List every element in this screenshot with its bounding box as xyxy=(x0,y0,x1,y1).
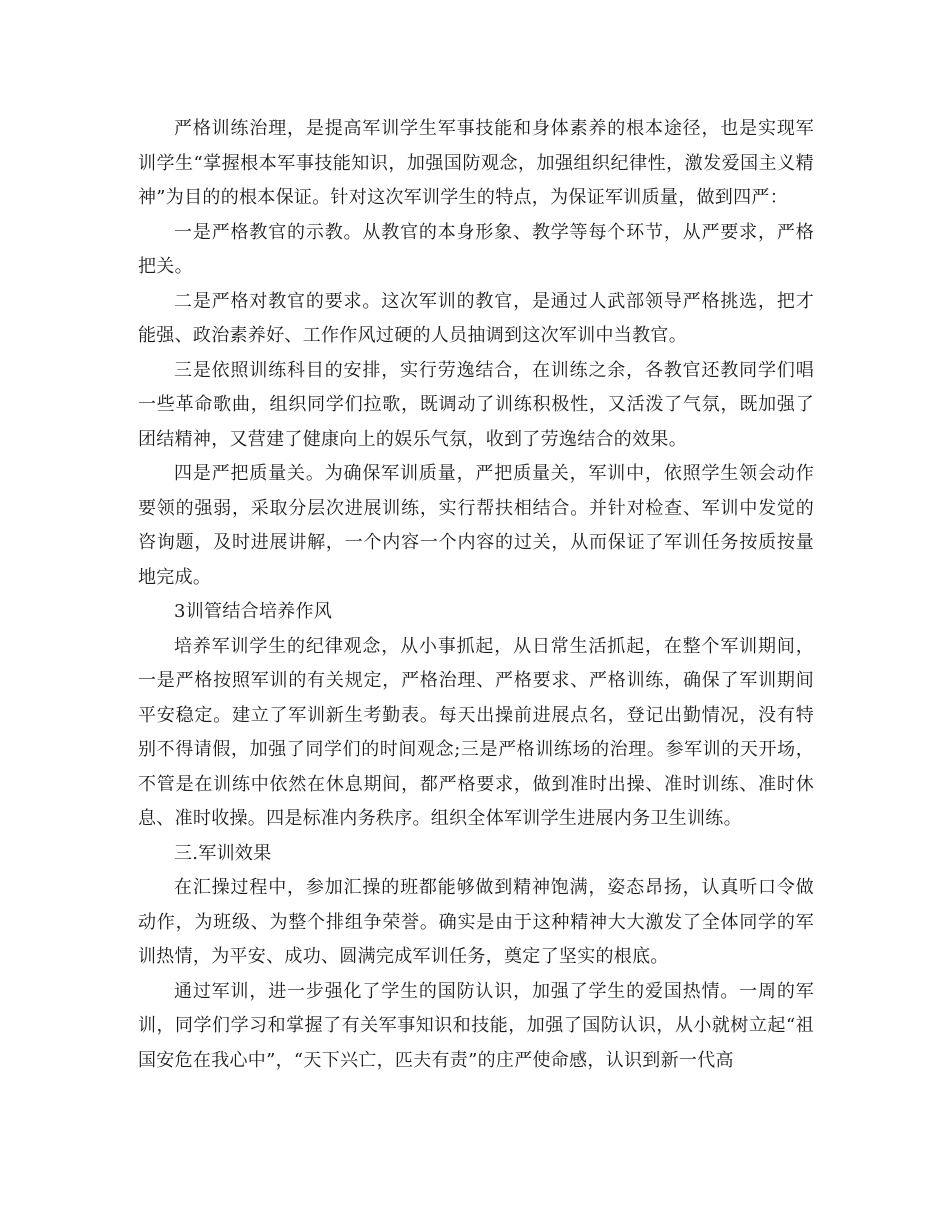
section-heading-training-results: 三.军训效果 xyxy=(174,842,272,864)
document-body xyxy=(138,112,814,1078)
paragraph-national-defense-awareness: 通过军训，进一步强化了学生的国防认识，加强了学生的爱国热情。一周的军训，同学们学习和掌握了有关军事知识和技能，加强了国防认识，从小就树立起“祖国安危在我心中”，“天下兴亡，匹夫有责”的庄严使命感，认识到新一代高 xyxy=(138,980,814,1071)
section-heading-training-style: 3训管结合培养作风 xyxy=(174,601,333,622)
paragraph-work-rest-balance: 三是依照训练科目的安排，实行劳逸结合，在训练之余，各教官还教同学们唱一些革命歌曲，组织同学们拉歌，既调动了训练积极性，又活泼了气氛，既加强了团结精神，又营建了健康向上的娱乐气氛，收到了劳逸结合的效果。 xyxy=(138,359,814,450)
paragraph-drill-performance: 在汇操过程中，参加汇操的班都能够做到精神饱满，姿态昂扬，认真听口令做动作，为班级、为整个排组争荣誉。确实是由于这种精神大大激发了全体同学的军训热情，为平安、成功、圆满完成军训任务，奠定了坚实的根底。 xyxy=(138,877,814,967)
paragraph-strict-demonstration: 一是严格教官的示教。从教官的本身形象、教学等每个环节，从严要求，严格把关。 xyxy=(138,221,814,277)
paragraph-instructor-requirements: 二是严格对教官的要求。这次军训的教官，是通过人武部领导严格挑选，把才能强、政治素养好、工作作风过硬的人员抽调到这次军训中当教官。 xyxy=(138,290,814,346)
paragraph-quality-control: 四是严把质量关。为确保军训质量，严把质量关，军训中，依照学生领会动作要领的强弱，采取分层次进展训练，实行帮扶相结合。并针对检查、军训中发觉的咨询题，及时进展讲解，一个内容一个内容的过关，从而保证了军训任务按质按量地完成。 xyxy=(138,463,814,588)
paragraph-discipline: 培养军训学生的纪律观念，从小事抓起，从日常生活抓起，在整个军训期间，一是严格按照军训的有关规定，严格治理、严格要求、严格训练，确保了军训期间平安稳定。建立了军训新生考勤表。每天出操前进展点名，登记出勤情况，没有特别不得请假，加强了同学们的时间观念;三是严格训练场的治理。参军训的天开场，不管是在训练中依然在休息期间，都严格要求，做到准时出操、准时训练、准时休息、准时收操。四是标准内务秩序。组织全体军训学生进展内务卫生训练。 xyxy=(138,635,814,829)
paragraph-training-management: 严格训练治理，是提高军训学生军事技能和身体素养的根本途径，也是实现军训学生“掌握根本军事技能知识，加强国防观念，加强组织纪律性，激发爱国主义精神”为目的的根本保证。针对这次军训学生的特点，为保证军训质量，做到四严： xyxy=(138,118,814,208)
